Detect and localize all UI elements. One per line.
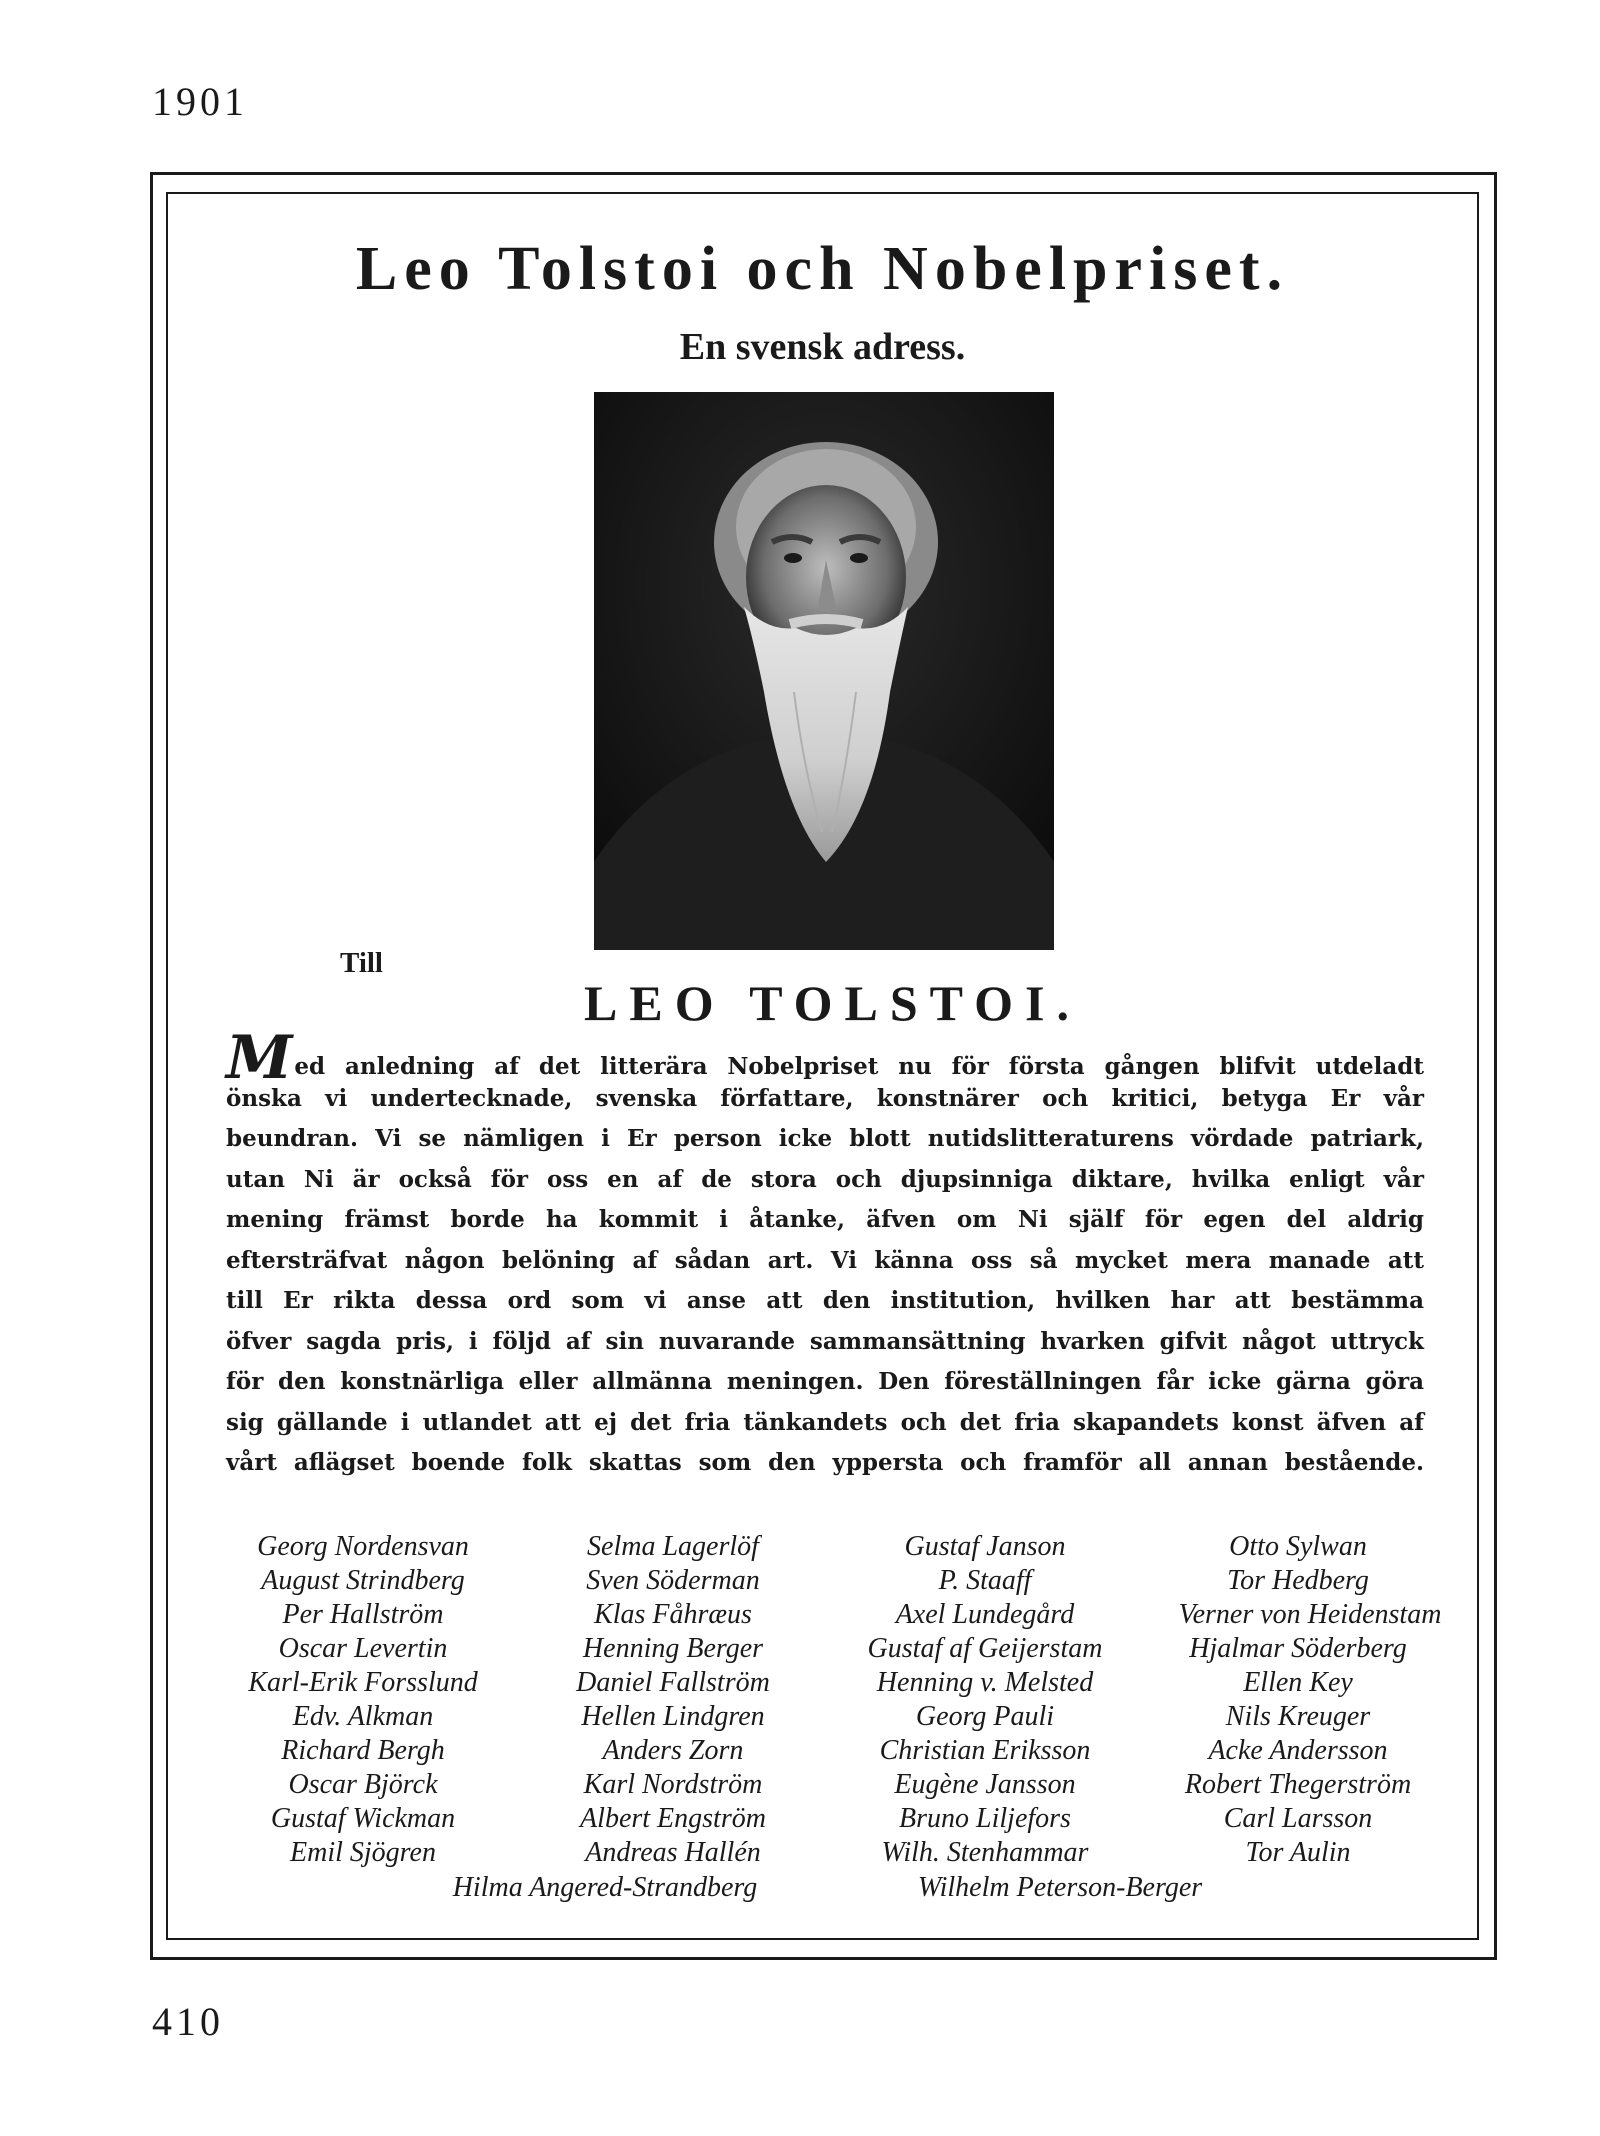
address-line: beundran. Vi se nämligen i Er person icke blott nutidslitteraturens vördade patriark,	[226, 1125, 1424, 1152]
address-line: eftersträfvat någon belöning af sådan art. Vi känna oss så mycket mera manade att	[226, 1246, 1424, 1274]
drop-cap: M	[226, 1023, 293, 1093]
page-number: 410	[152, 1999, 224, 2044]
signature: Gustaf Wickman	[270, 1803, 456, 1834]
signature: Anders Zorn	[602, 1735, 744, 1766]
signature: Hilma Angered-Strandberg	[452, 1872, 758, 1903]
signature: Edv. Alkman	[292, 1701, 434, 1732]
signature: Karl-Erik Forsslund	[248, 1667, 478, 1698]
signature: Henning Berger	[582, 1633, 764, 1664]
signature: Henning v. Melsted	[876, 1667, 1094, 1698]
signature: Sven Söderman	[586, 1565, 760, 1596]
address-line: utan Ni är också för oss en af de stora och djupsinniga diktare, hvilka enligt vår	[226, 1165, 1424, 1193]
address-line: mening främst borde ha kommit i åtanke, äfven om Ni själf för egen del aldrig	[226, 1206, 1424, 1233]
signature: Gustaf Janson	[904, 1531, 1066, 1562]
signature: Emil Sjögren	[290, 1837, 436, 1868]
address-line: Med anledning af det litterära Nobelpriset nu för första gången blifvit utdeladt	[226, 1023, 1424, 1093]
signature: Georg Nordensvan	[257, 1531, 469, 1562]
signature: Otto Sylwan	[1229, 1531, 1367, 1562]
signature: Hellen Lindgren	[581, 1701, 765, 1732]
signature: Wilhelm Peterson-Berger	[917, 1872, 1203, 1903]
signature: Andreas Hallén	[585, 1837, 761, 1868]
address-line: sig gällande i utlandet att ej det fria tänkandets och det fria skapandets konst äfven af	[226, 1408, 1424, 1436]
signature: Per Hallström	[282, 1599, 444, 1630]
address-line: till Er rikta dessa ord som vi anse att den institution, hvilken har att bestämma	[226, 1287, 1424, 1314]
address-body	[226, 1023, 1424, 1484]
signature: Acke Andersson	[1208, 1735, 1388, 1766]
signature: Selma Lagerlöf	[587, 1531, 759, 1562]
address-line: vårt aflägset boende folk skattas som den yppersta och framför all annan bestående.	[226, 1449, 1424, 1476]
address-line: för den konstnärliga eller allmänna meningen. Den föreställningen får icke gärna göra	[226, 1368, 1424, 1395]
signature: Ellen Key	[1243, 1667, 1353, 1698]
signature: Carl Larsson	[1223, 1803, 1373, 1834]
signature: Karl Nordström	[583, 1769, 763, 1800]
address-line: öfver sagda pris, i följd af sin nuvarande sammansättning hvarken gifvit något uttryck	[226, 1327, 1424, 1355]
recipient-name: LEO TOLSTOI.	[584, 975, 1081, 1031]
signature: Hjalmar Söderberg	[1189, 1633, 1407, 1664]
signature: Christian Eriksson	[879, 1735, 1091, 1766]
signature: Gustaf af Geijerstam	[867, 1633, 1103, 1664]
signature: Tor Aulin	[1245, 1837, 1351, 1868]
signature: August Strindberg	[261, 1565, 465, 1596]
address-line: önska vi undertecknade, svenska författare, konstnärer och kritici, betyga Er vår	[226, 1084, 1424, 1112]
signature: Richard Bergh	[281, 1735, 445, 1766]
signature: P. Staaff	[938, 1565, 1032, 1596]
signature: Axel Lundegård	[895, 1599, 1075, 1630]
till-label: Till	[340, 947, 383, 979]
signature: Albert Engström	[580, 1803, 766, 1834]
page-title: Leo Tolstoi och Nobelpriset.	[355, 235, 1290, 303]
signature: Wilh. Stenhammar	[881, 1837, 1089, 1868]
signature: Tor Hedberg	[1227, 1565, 1369, 1596]
signature: Robert Thegerström	[1184, 1769, 1412, 1800]
signature: Daniel Fallström	[576, 1667, 770, 1698]
signature: Klas Fåhræus	[594, 1599, 752, 1630]
signature: Oscar Björck	[288, 1769, 438, 1800]
signature: Verner von Heidenstam	[1178, 1599, 1442, 1630]
portrait-photo-icon	[594, 392, 1054, 950]
signature: Bruno Liljefors	[899, 1803, 1071, 1834]
signature: Georg Pauli	[915, 1701, 1055, 1732]
signature: Eugène Jansson	[894, 1769, 1076, 1800]
signature: Nils Kreuger	[1225, 1701, 1371, 1732]
signature: Oscar Levertin	[278, 1633, 448, 1664]
year-heading: 1901	[152, 79, 248, 124]
page-subtitle: En svensk adress.	[679, 326, 966, 368]
